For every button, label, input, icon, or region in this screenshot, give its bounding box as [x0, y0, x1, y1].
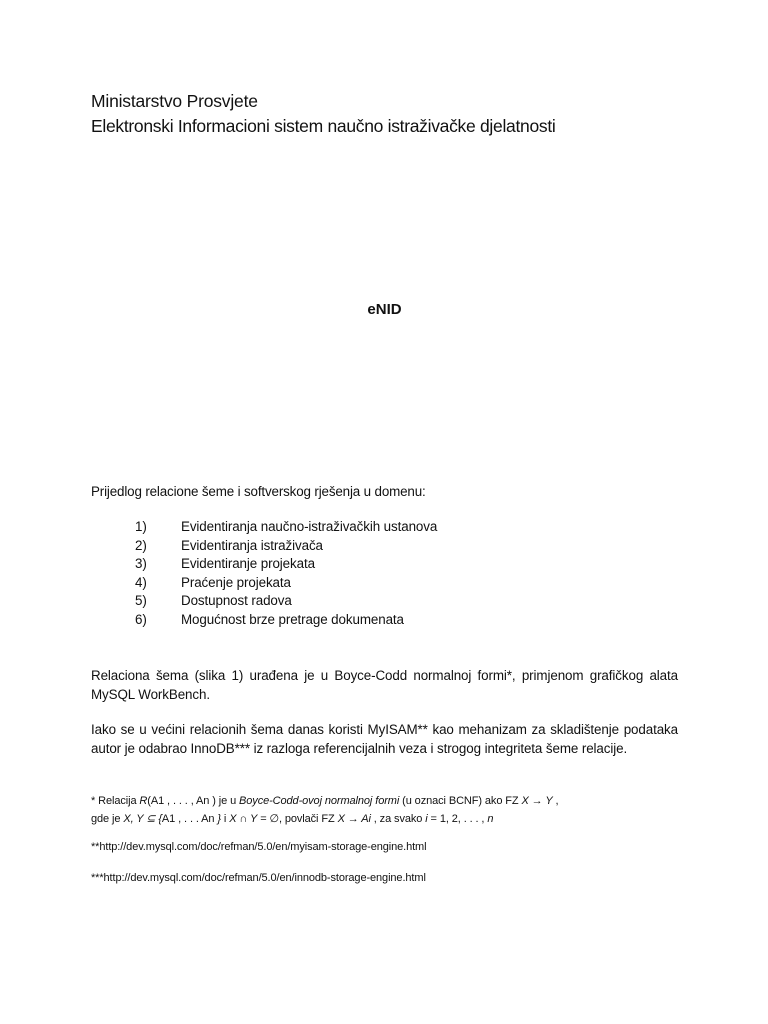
list-item-text: Evidentiranje projekata: [181, 556, 315, 571]
footnote-text: i: [220, 813, 230, 825]
footnote-innodb-link: ***http://dev.mysql.com/doc/refman/5.0/en/innodb-storage-engine.html: [91, 872, 426, 884]
footnote-text: ) je u: [212, 795, 240, 807]
list-item-text: Praćenje projekata: [181, 574, 291, 590]
list-item-number: 3): [135, 556, 147, 571]
footnote-text: gde je: [91, 813, 124, 825]
list-item: [135, 575, 437, 594]
system-heading: Elektronski Informacioni sistem naučno istraživačke djelatnosti: [91, 116, 556, 136]
list-item: [135, 556, 437, 575]
footnote-math: R: [139, 795, 148, 807]
footnote-math: X, Y ⊆ {: [123, 813, 162, 825]
footnote-math: }: [217, 813, 221, 825]
paragraph-schema: Relaciona šema (slika 1) urađena je u Boyce-Codd normalnoj formi*, primjenom grafičkog alata MySQL WorkBench.: [91, 668, 678, 702]
footnote-text: (u oznaci BCNF) ako FZ: [399, 795, 522, 807]
footnote-text: A1 , . . . An: [161, 813, 218, 825]
footnote-text: , za svako: [370, 813, 426, 825]
list-item: [135, 612, 437, 631]
domain-list: [135, 519, 437, 630]
footnote-bcnf-line1: [91, 795, 559, 807]
footnote-math: X → Ai: [337, 813, 371, 825]
footnote-math: X ∩ Y: [229, 813, 258, 825]
document-title: [0, 301, 768, 318]
list-item-text: Dostupnost radova: [181, 593, 292, 608]
list-item-number: 4): [135, 574, 147, 590]
list-item-number: 1): [135, 519, 147, 534]
list-item: [135, 519, 437, 538]
footnote-math: n: [487, 813, 494, 825]
list-item: [135, 538, 437, 557]
list-item: [135, 593, 437, 612]
list-item-text: Evidentiranja istraživača: [181, 537, 323, 553]
footnote-math: i: [425, 813, 428, 825]
intro-text: Prijedlog relacione šeme i softverskog rješenja u domenu:: [91, 484, 426, 499]
footnote-math: X → Y: [521, 795, 553, 807]
list-item-number: 6): [135, 611, 147, 627]
footnote-text: (A1 , . . . , An: [147, 795, 213, 807]
footnote-bcnf-line2: [91, 812, 493, 825]
footnote-text: = 1, 2, . . . ,: [427, 813, 488, 825]
footnote-term: Boyce-Codd-ovoj normalnoj formi: [239, 795, 400, 807]
footnote-text: ,: [552, 795, 559, 807]
paragraph-engine: Iako se u većini relacionih šema danas koristi MyISAM** kao mehanizam za skladištenje podataka autor je odabrao InnoDB*** iz razloga referencijalnih veza i strogog integriteta šeme relacije.: [91, 722, 678, 756]
footnote-text: = ∅, povlači FZ: [257, 813, 338, 825]
footnote-myisam-link: **http://dev.mysql.com/doc/refman/5.0/en/myisam-storage-engine.html: [91, 841, 427, 853]
list-item-number: 2): [135, 537, 147, 553]
footnote-text: * Relacija: [91, 795, 140, 807]
document-title-text: eNID: [367, 301, 402, 318]
list-item-text: Mogućnost brze pretrage dokumenata: [181, 611, 404, 627]
list-item-text: Evidentiranja naučno-istraživačkih ustanova: [181, 519, 438, 534]
ministry-heading: Ministarstvo Prosvjete: [91, 91, 258, 111]
list-item-number: 5): [135, 593, 147, 608]
